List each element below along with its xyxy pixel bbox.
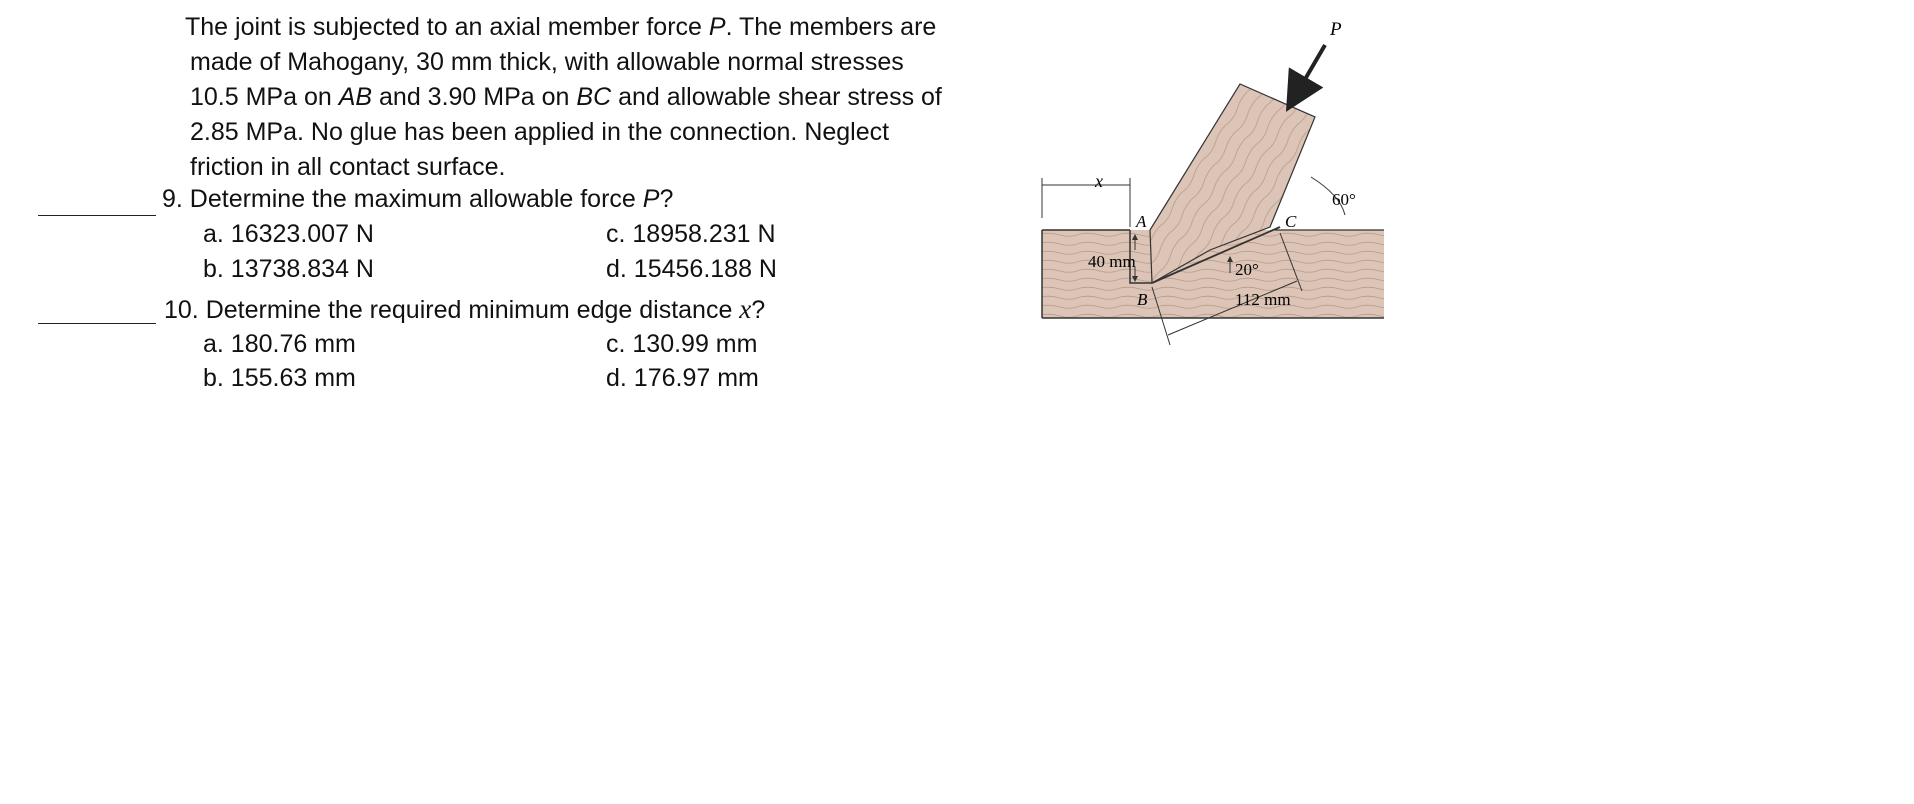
problem-text: and allowable shear stress of [611,83,942,111]
joint-figure [1040,5,1410,365]
variable-p: P [708,13,726,41]
question-10 [164,294,765,325]
label-a: A [1136,212,1147,231]
option-9b[interactable]: b. 13738.834 N [203,255,374,283]
member-bc: BC [576,83,612,111]
question-9 [162,185,673,214]
problem-text: 10.5 MPa on [190,83,339,111]
problem-line-4: 2.85 MPa. No glue has been applied in the connection. Neglect [190,118,890,146]
option-10d[interactable]: d. 176.97 mm [606,364,759,392]
member-ab: AB [338,83,373,111]
angle-20: 20° [1235,260,1259,279]
option-10c[interactable]: c. 130.99 mm [606,330,758,358]
question-text: ? [659,185,674,213]
problem-line-5: friction in all contact surface. [190,153,506,181]
problem-line-2: made of Mahogany, 30 mm thick, with allowable normal stresses [190,48,904,76]
problem-text: and 3.90 MPa on [372,83,577,111]
answer-blank-10[interactable] [38,323,156,324]
force-p-arrow [1290,45,1325,105]
option-9d[interactable]: d. 15456.188 N [606,255,777,283]
problem-text: The joint is subjected to an axial member force [185,13,709,41]
problem-statement [185,10,1005,185]
question-text: ? [751,296,766,324]
angle-60: 60° [1332,190,1356,209]
label-p: P [1330,19,1342,40]
problem-text: . The members are [725,13,937,41]
dim-112-mm: 112 mm [1235,290,1291,309]
question-text: 9. Determine the maximum allowable force [162,185,643,213]
question-text: 10. Determine the required minimum edge distance [164,296,740,324]
variable-x: x [739,294,752,324]
option-9c[interactable]: c. 18958.231 N [606,220,776,248]
problem-line-1 [185,10,1005,45]
problem-line-3 [185,80,1005,115]
option-9a[interactable]: a. 16323.007 N [203,220,374,248]
label-c: C [1285,212,1297,231]
label-x: x [1095,171,1103,191]
answer-blank-9[interactable] [38,215,156,216]
variable-p: P [642,185,660,213]
option-10b[interactable]: b. 155.63 mm [203,364,356,392]
option-10a[interactable]: a. 180.76 mm [203,330,356,358]
dim-40-mm: 40 mm [1088,252,1136,271]
label-b: B [1137,290,1148,309]
